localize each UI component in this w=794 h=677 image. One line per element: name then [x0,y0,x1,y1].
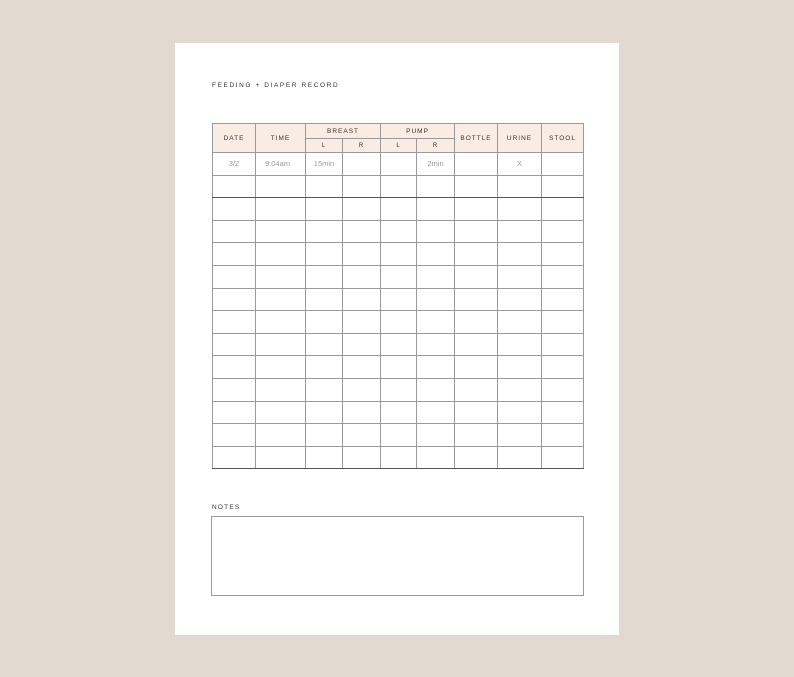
cell-stool[interactable] [542,288,584,311]
cell-breast-right[interactable] [343,446,381,469]
cell-breast-left[interactable] [306,401,343,424]
cell-pump-right[interactable] [417,288,455,311]
cell-pump-left[interactable] [381,220,417,243]
cell-date[interactable] [213,446,256,469]
cell-time[interactable] [256,288,306,311]
table-row [213,220,584,243]
cell-stool[interactable] [542,311,584,334]
cell-stool[interactable] [542,356,584,379]
table-row [213,378,584,401]
cell-date[interactable]: 3/2 [213,153,256,176]
cell-bottle[interactable] [455,198,498,221]
feeding-log-table [212,123,584,469]
cell-pump-right[interactable] [417,311,455,334]
cell-urine[interactable] [498,243,542,266]
cell-pump-left[interactable] [381,446,417,469]
cell-bottle[interactable] [455,446,498,469]
cell-time[interactable] [256,401,306,424]
header-pump: PUMP [381,124,455,139]
cell-date[interactable] [213,288,256,311]
cell-breast-right[interactable] [343,378,381,401]
table-row [213,401,584,424]
cell-urine[interactable] [498,288,542,311]
header-bottle: BOTTLE [455,124,498,153]
table-row [213,311,584,334]
cell-pump-left[interactable] [381,311,417,334]
cell-stool[interactable] [542,401,584,424]
cell-pump-right[interactable] [417,356,455,379]
header-pump-right: R [417,139,455,153]
cell-date[interactable] [213,243,256,266]
cell-pump-right[interactable] [417,446,455,469]
cell-breast-left[interactable] [306,265,343,288]
table-row [213,356,584,379]
cell-bottle[interactable] [455,424,498,447]
cell-time[interactable] [256,220,306,243]
cell-time[interactable] [256,333,306,356]
cell-breast-right[interactable] [343,311,381,334]
cell-pump-right[interactable] [417,378,455,401]
cell-pump-right[interactable] [417,424,455,447]
cell-pump-left[interactable] [381,401,417,424]
cell-breast-left[interactable] [306,220,343,243]
cell-time[interactable] [256,243,306,266]
cell-bottle[interactable] [455,153,498,176]
cell-breast-right[interactable] [343,198,381,221]
sheet-title: FEEDING + DIAPER RECORD [212,82,340,89]
cell-date[interactable] [213,401,256,424]
cell-urine[interactable] [498,446,542,469]
cell-pump-right[interactable] [417,220,455,243]
cell-bottle[interactable] [455,333,498,356]
notes-label: NOTES [212,504,241,511]
cell-pump-right[interactable] [417,198,455,221]
cell-date[interactable] [213,198,256,221]
cell-pump-right[interactable] [417,265,455,288]
header-breast-left: L [306,139,343,153]
cell-urine[interactable] [498,424,542,447]
cell-time[interactable] [256,424,306,447]
cell-stool[interactable] [542,175,584,198]
cell-date[interactable] [213,378,256,401]
cell-pump-right[interactable] [417,175,455,198]
cell-breast-right[interactable] [343,175,381,198]
cell-bottle[interactable] [455,401,498,424]
cell-bottle[interactable] [455,175,498,198]
table-row [213,175,584,198]
cell-pump-left[interactable] [381,198,417,221]
cell-bottle[interactable] [455,265,498,288]
cell-pump-left[interactable] [381,243,417,266]
cell-urine[interactable] [498,401,542,424]
header-urine: URINE [498,124,542,153]
header-date: DATE [213,124,256,153]
cell-urine[interactable] [498,198,542,221]
cell-stool[interactable] [542,220,584,243]
cell-time[interactable] [256,175,306,198]
cell-breast-left[interactable]: 15min [306,153,343,176]
cell-pump-right[interactable] [417,243,455,266]
notes-box[interactable] [211,516,584,596]
cell-breast-left[interactable] [306,198,343,221]
cell-bottle[interactable] [455,220,498,243]
cell-bottle[interactable] [455,311,498,334]
cell-stool[interactable] [542,424,584,447]
table-row [213,424,584,447]
cell-urine[interactable] [498,378,542,401]
cell-bottle[interactable] [455,288,498,311]
cell-breast-right[interactable] [343,153,381,176]
cell-date[interactable] [213,311,256,334]
cell-bottle[interactable] [455,243,498,266]
cell-breast-right[interactable] [343,243,381,266]
header-stool: STOOL [542,124,584,153]
cell-date[interactable] [213,424,256,447]
cell-breast-right[interactable] [343,265,381,288]
cell-date[interactable] [213,333,256,356]
table-row [213,446,584,469]
cell-stool[interactable] [542,265,584,288]
cell-breast-right[interactable] [343,288,381,311]
cell-pump-left[interactable] [381,356,417,379]
header-pump-left: L [381,139,417,153]
cell-pump-left[interactable] [381,175,417,198]
cell-time[interactable] [256,446,306,469]
cell-breast-left[interactable] [306,243,343,266]
cell-breast-left[interactable] [306,356,343,379]
header-breast: BREAST [306,124,381,139]
cell-date[interactable] [213,220,256,243]
cell-urine[interactable] [498,175,542,198]
cell-breast-right[interactable] [343,424,381,447]
cell-pump-left[interactable] [381,288,417,311]
cell-pump-left[interactable] [381,378,417,401]
cell-stool[interactable] [542,333,584,356]
cell-pump-left[interactable] [381,333,417,356]
cell-urine[interactable] [498,356,542,379]
cell-urine[interactable] [498,311,542,334]
cell-stool[interactable] [542,243,584,266]
cell-breast-left[interactable] [306,311,343,334]
cell-urine[interactable] [498,333,542,356]
cell-date[interactable] [213,265,256,288]
cell-date[interactable] [213,356,256,379]
table-row [213,333,584,356]
cell-pump-left[interactable] [381,153,417,176]
cell-pump-left[interactable] [381,265,417,288]
cell-breast-right[interactable] [343,401,381,424]
cell-time[interactable] [256,356,306,379]
table-header [213,124,584,153]
cell-breast-right[interactable] [343,333,381,356]
cell-bottle[interactable] [455,378,498,401]
cell-stool[interactable] [542,446,584,469]
cell-pump-left[interactable] [381,424,417,447]
table-row [213,243,584,266]
cell-time[interactable] [256,265,306,288]
cell-pump-right[interactable]: 2min [417,153,455,176]
cell-urine[interactable] [498,265,542,288]
cell-urine[interactable] [498,220,542,243]
table-row [213,265,584,288]
cell-time[interactable] [256,198,306,221]
cell-date[interactable] [213,175,256,198]
cell-pump-right[interactable] [417,401,455,424]
table-row [213,198,584,221]
cell-breast-left[interactable] [306,333,343,356]
cell-time[interactable] [256,311,306,334]
cell-stool[interactable] [542,378,584,401]
header-time: TIME [256,124,306,153]
table-row [213,288,584,311]
cell-breast-left[interactable] [306,288,343,311]
cell-stool[interactable] [542,198,584,221]
cell-time[interactable]: 9:04am [256,153,306,176]
table-row [213,153,584,176]
cell-breast-left[interactable] [306,446,343,469]
cell-breast-left[interactable] [306,378,343,401]
cell-time[interactable] [256,378,306,401]
cell-breast-right[interactable] [343,220,381,243]
table-body [213,153,584,469]
cell-stool[interactable] [542,153,584,176]
cell-urine[interactable]: X [498,153,542,176]
record-sheet [175,43,619,635]
header-breast-right: R [343,139,381,153]
cell-breast-left[interactable] [306,175,343,198]
cell-bottle[interactable] [455,356,498,379]
cell-breast-left[interactable] [306,424,343,447]
cell-breast-right[interactable] [343,356,381,379]
cell-pump-right[interactable] [417,333,455,356]
